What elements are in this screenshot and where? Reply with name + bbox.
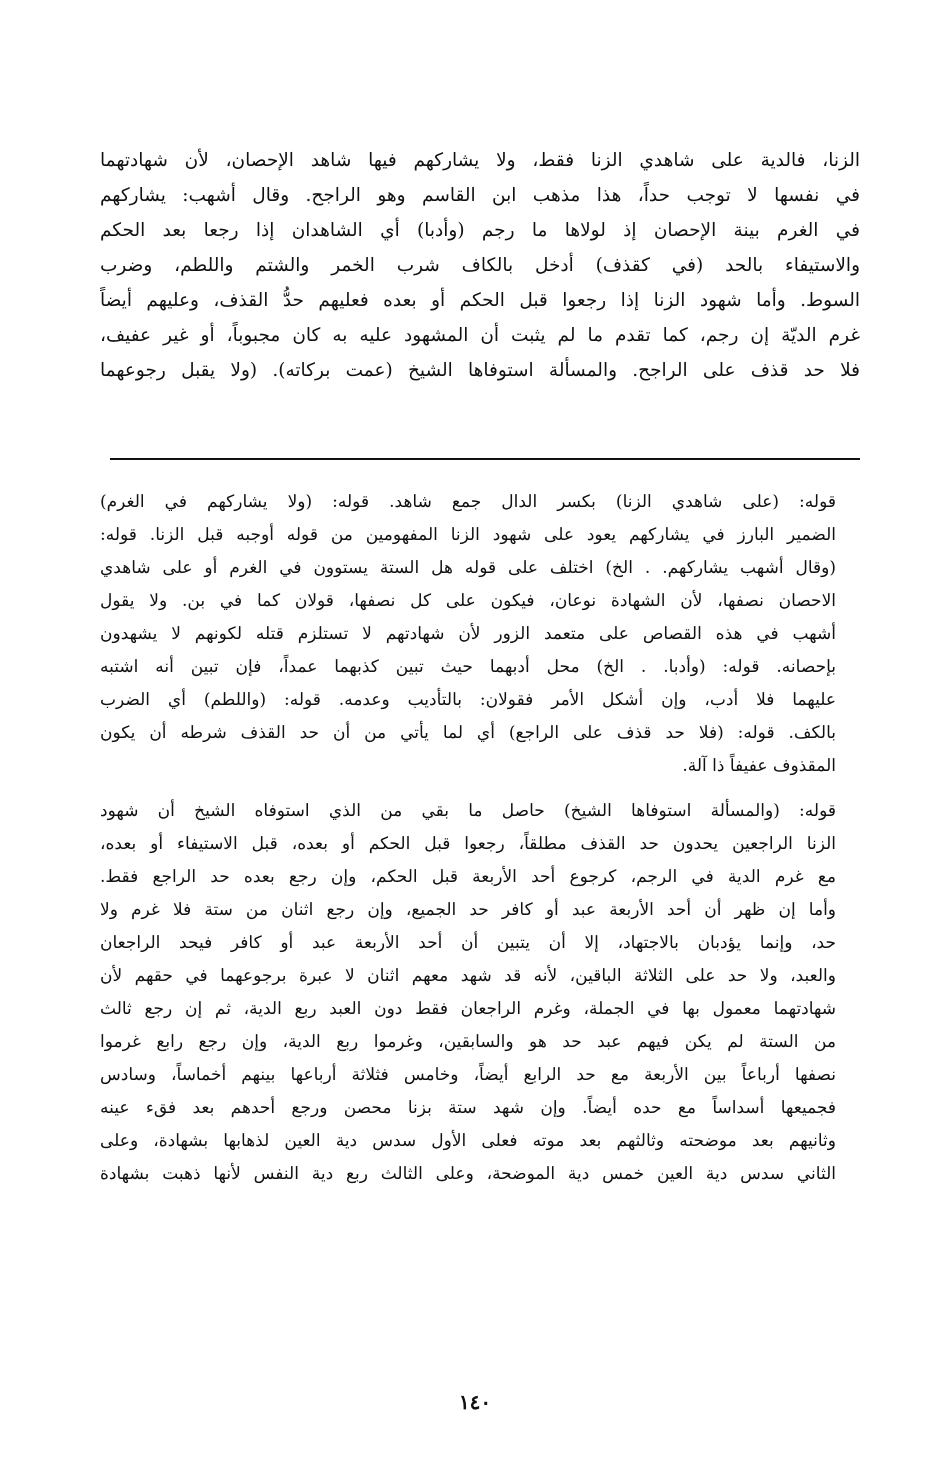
footnote-divider (110, 458, 860, 460)
footnote-line: مع غرم الدية في الرجم، كرجوع أحد الأربعة قبل الحكم، وإن رجع بعده حد الراجع فقط. (100, 867, 836, 887)
footnote-line: وأما إن ظهر أن أحد الأربعة عبد أو كافر حد الجميع، وإن رجع اثنان من ستة فلا غرم ولا (100, 900, 836, 920)
footnote-line: الاحصان نصفها، لأن الشهادة نوعان، فيكون على كل نصفها، قولان كما في بن. ولا يقول (100, 591, 836, 611)
main-text-line: في نفسها لا توجب حداً، هذا مذهب ابن القاسم وهو الراجح. وقال أشهب: يشاركهم (100, 185, 860, 206)
footnote-block-2 (100, 795, 860, 1191)
footnote-line: الزنا الراجعين يحدون حد القذف مطلقاً، رجعوا قبل الحكم أو بعده، قبل الاستيفاء أو بعده، (100, 834, 836, 854)
footnote-line: الضمير البارز في يشاركهم يعود على شهود الزنا المفهومين من قوله أوجبه قبل الزنا. قوله: (100, 525, 836, 545)
footnote-line: عليهما فلا أدب، وإن أشكل الأمر فقولان: بالتأديب وعدمه. قوله: (واللطم) أي الضرب (100, 690, 836, 710)
main-text-line: والاستيفاء بالحد (في كقذف) أدخل بالكاف شرب الخمر والشتم واللطم، وضرب (100, 255, 860, 276)
footnote-line: قوله: (والمسألة استوفاها الشيخ) حاصل ما بقي من الذي استوفاه الشيخ أن شهود (100, 801, 836, 821)
footnote-line: فجميعها أسداساً مع حده أيضاً. وإن شهد ستة بزنا محصن ورجع أحدهم بعد فقء عينه (100, 1098, 836, 1118)
footnote-line: بالكف. قوله: (فلا حد قذف على الراجع) أي لما يأتي من أن حد القذف شرطه أن يكون (100, 723, 836, 743)
main-text-line: السوط. وأما شهود الزنا إذا رجعوا قبل الحكم أو بعده فعليهم حدُّ القذف، وعليهم أيضاً (100, 290, 860, 311)
footnote-line: (وقال أشهب يشاركهم. . الخ) اختلف على قوله هل الستة يستوون في الغرم أو على شاهدي (100, 558, 836, 578)
main-text-line: غرم الديّة إن رجم، كما تقدم ما لم يثبت أن المشهود عليه به كان مجبوباً، أو غير عفيف، (100, 325, 860, 346)
footnote-line: قوله: (على شاهدي الزنا) بكسر الدال جمع شاهد. قوله: (ولا يشاركهم في الغرم) (100, 492, 836, 512)
main-text-line: فلا حد قذف على الراجح. والمسألة استوفاها الشيخ (عمت بركاته). (ولا يقبل رجوعهما (100, 360, 860, 381)
footnote-line: وثانيهم بعد موضحته وثالثهم بعد موته فعلى الأول سدس دية العين لذهابها بشهادة، وعلى (100, 1131, 836, 1151)
footnote-line: شهادتهما معمول بها في الجملة، وغرم الراجعان فقط دون العبد ربع الدية، ثم إن رجع ثالث (100, 999, 836, 1019)
footnote-block-1 (100, 486, 860, 783)
footnote-line: الثاني سدس دية العين خمس دية الموضحة، وعلى الثالث ربع دية النفس لأنها ذهبت بشهادة (100, 1164, 836, 1184)
main-text-body (100, 143, 860, 388)
main-text-line: في الغرم بينة الإحصان إذ لولاها ما رجم (وأدبا) أي الشاهدان إذا رجعا بعد الحكم (100, 220, 860, 241)
footnote-line: المقذوف عفيفاً ذا آلة. (682, 756, 836, 776)
footnote-line: من الستة لم يكن فيهم عبد حد هو والسابقين، وغرموا ربع الدية، وإن رجع رابع غرموا (100, 1032, 836, 1052)
page-number: ١٤٠ (458, 1390, 492, 1414)
footnote-line: نصفها أرباعاً بين الأربعة مع حد الرابع أيضاً، وخامس فثلاثة أرباعها بينهم أخماساً، وسادس (100, 1065, 836, 1085)
footnote-line: حد، وإنما يؤدبان بالاجتهاد، إلا أن يتبين أن أحد الأربعة عبد أو كافر فيحد الراجعان (100, 933, 836, 953)
footnote-line: بإحصانه. قوله: (وأدبا. . الخ) محل أدبهما حيث تبين كذبهما عمداً، فإن تبين أنه اشتبه (100, 657, 836, 677)
main-text-line: الزنا، فالدية على شاهدي الزنا فقط، ولا يشاركهم فيها شاهد الإحصان، لأن شهادتهما (100, 150, 860, 171)
footnote-line: والعبد، ولا حد على الثلاثة الباقين، لأنه قد شهد معهم اثنان لا عبرة برجوعهما في حقهم لأن (100, 966, 836, 986)
footnote-line: أشهب في هذه القصاص على متعمد الزور لأن شهادتهم لا تستلزم قتله لكونهم لا يشهدون (100, 624, 836, 644)
footnotes-section (100, 486, 860, 1191)
